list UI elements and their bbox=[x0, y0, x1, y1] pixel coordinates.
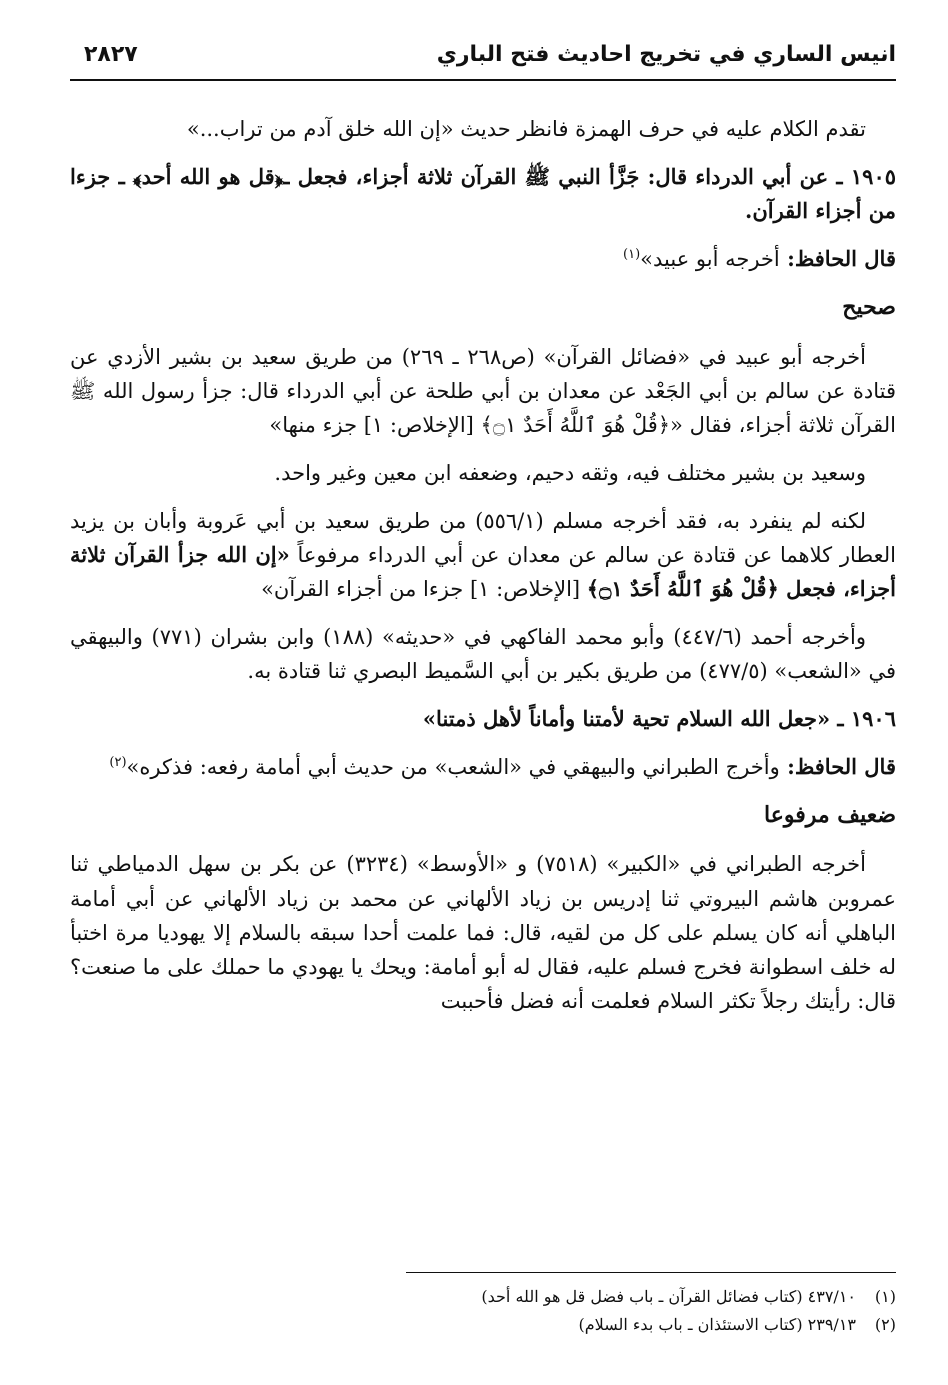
grade-heading-sahih: صحيح bbox=[842, 294, 896, 321]
main-text bbox=[70, 112, 896, 1032]
narrator-note: وسعيد بن بشير مختلف فيه، وثقه دحيم، وضعفه ابن معين وغير واحد. bbox=[274, 460, 866, 485]
hadith-text-1905: جَزَّأ النبي ﷺ القرآن ثلاثة أجزاء، فجعل ـ﴿قل هو الله أحد﴾ ـ جزءا من أجزاء القرآن. bbox=[70, 164, 896, 224]
hafiz-label-2: قال الحافظ: bbox=[779, 753, 896, 779]
footnote-ref-2[interactable]: (٢) bbox=[109, 754, 127, 770]
footnote-1 bbox=[70, 1283, 896, 1311]
hafiz-text-2: وأخرج الطبراني والبيهقي في «الشعب» من حديث أبي أمامة رفعه: فذكره» bbox=[126, 754, 780, 779]
page-number: ٢٨٢٧ bbox=[84, 42, 138, 67]
footnote-ref-1[interactable]: (١) bbox=[623, 247, 641, 263]
footnote-rule bbox=[406, 1272, 896, 1273]
hafiz-label: قال الحافظ: bbox=[779, 246, 896, 272]
hadith-1906 bbox=[70, 702, 896, 736]
hafiz-note-1 bbox=[70, 242, 896, 276]
hadith-number-1905: ١٩٠٥ ـ عن أبي الدرداء قال: bbox=[639, 164, 897, 190]
hafiz-text: أخرجه أبو عبيد» bbox=[640, 247, 780, 272]
takhrij-2-tail: [الإخلاص: ١] جزءا من أجزاء القرآن» bbox=[261, 576, 587, 601]
running-title: انيس الساري في تخريج احاديث فتح الباري bbox=[436, 42, 896, 67]
grade-heading-daif: ضعيف مرفوعا bbox=[764, 801, 896, 828]
hafiz-note-2 bbox=[70, 750, 896, 784]
footnote-number: (١) bbox=[874, 1287, 896, 1306]
footnote-text: ٢٣٩/١٣ (كتاب الاستئذان ـ باب بدء السلام) bbox=[578, 1315, 856, 1334]
paragraph-intro: تقدم الكلام عليه في حرف الهمزة فانظر حديث «إن الله خلق آدم من تراب...» bbox=[186, 117, 866, 141]
book-page bbox=[70, 36, 897, 1334]
hadith-text-1906: ١٩٠٦ ـ «جعل الله السلام تحية لأمتنا وأماناً لأهل ذمتنا» bbox=[422, 705, 896, 731]
takhrij-2-bold: «إن الله جزأ القرآن ثلاثة أجزاء، فجعل ﴿قُلْ هُوَ ٱللَّهُ أَحَدٌ ۝١﴾ bbox=[70, 541, 896, 601]
takhrij-2-text: لكنه لم ينفرد به، فقد أخرجه مسلم (٥٥٦/١) من طريق سعيد بن أبي عَروبة وأبان بن يزيد العطار كلاهما عن قتادة عن سالم عن معدان عن أبي الدرداء مرفوعاً bbox=[70, 508, 896, 567]
footnote-number: (٢) bbox=[874, 1315, 896, 1334]
header-rule bbox=[70, 79, 896, 81]
hadith-1905 bbox=[70, 160, 896, 228]
takhrij-paragraph-2 bbox=[70, 504, 896, 606]
footnote-2 bbox=[70, 1311, 896, 1339]
takhrij-paragraph-3: وأخرجه أحمد (٤٤٧/٦) وأبو محمد الفاكهي في «حديثه» (١٨٨) وابن بشران (٧٧١) والبيهقي في «الشعب» (٤٧٧/٥) من طريق بكير بن أبي السَّميط البصري ثنا قتادة به. bbox=[70, 624, 896, 683]
footnotes bbox=[70, 1272, 896, 1339]
takhrij-paragraph-4: أخرجه الطبراني في «الكبير» (٧٥١٨) و «الأوسط» (٣٢٣٤) عن بكر بن سهل الدمياطي ثنا عمروبن هاشم البيروتي ثنا إدريس بن زياد الألهاني عن محمد بن زياد الألهاني عن أبي أمامة الباهلي أنه كان يسلم على كل من لقيه، قال: فما علمت أحدا سبقه بالسلام إلا يهوديا مرة اختبأ له خلف اسطوانة فخرج فسلم عليه، فقال له أبو أمامة: ويحك يا يهودي ما حملك على ما صنعت؟ قال: رأيتك رجلاً تكثر السلام فعلمت أنه فضل فأحببت bbox=[70, 852, 896, 1013]
takhrij-paragraph-1: أخرجه أبو عبيد في «فضائل القرآن» (ص٢٦٨ ـ ٢٦٩) من طريق سعيد بن بشير الأزدي عن قتادة عن سالم بن أبي الجَعْد عن معدان بن أبي طلحة عن أبي الدرداء قال: جزأ رسول الله ﷺ القرآن ثلاثة أجزاء، فقال «﴿قُلْ هُوَ ٱللَّهُ أَحَدٌ ۝١﴾ [الإخلاص: ١] جزء منها» bbox=[70, 344, 896, 437]
page-header bbox=[70, 36, 896, 76]
footnote-text: ٤٣٧/١٠ (كتاب فضائل القرآن ـ باب فضل قل هو الله أحد) bbox=[481, 1287, 856, 1306]
